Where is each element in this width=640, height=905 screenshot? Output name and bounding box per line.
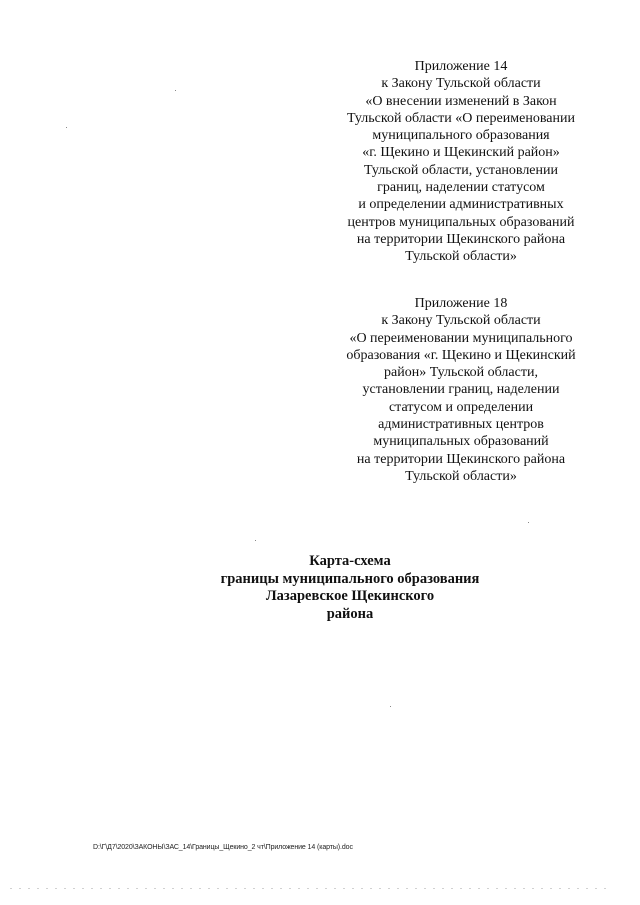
appendix-14-line: границ, наделении статусом [377, 180, 545, 196]
appendix-18-line: муниципальных образований [373, 434, 549, 450]
appendix-14-line: центров муниципальных образований [347, 214, 575, 230]
appendix-18-line: на территории Щекинского района [356, 451, 566, 467]
appendix-14-line: Тульской области «О переименовании [347, 110, 575, 126]
scan-bottom-noise [10, 888, 610, 889]
appendix-14-line: Приложение 14 [414, 59, 508, 74]
title-line: района [326, 605, 374, 622]
scan-speck [390, 706, 391, 707]
appendix-18-line: Тульской области» [405, 468, 517, 484]
title-line: границы муниципального образования [220, 570, 480, 587]
appendix-18-line: Приложение 18 [414, 296, 508, 311]
appendix-14-line: муниципального образования [372, 128, 550, 144]
appendix-14-line: на территории Щекинского района [356, 231, 566, 247]
appendix-18-line: образования «г. Щекино и Щекинский [346, 347, 576, 363]
appendix-18-header [334, 295, 588, 485]
appendix-14-header [334, 58, 588, 266]
appendix-14-line: и определении административных [358, 197, 564, 213]
document-title [180, 553, 520, 623]
appendix-14-line: к Закону Тульской области [381, 76, 541, 92]
scan-speck [528, 522, 529, 523]
scan-speck [175, 90, 176, 91]
appendix-18-line: административных центров [378, 417, 544, 433]
title-line: Карта-схема [309, 553, 391, 569]
appendix-18-line: к Закону Тульской области [381, 313, 541, 329]
scan-speck [255, 540, 256, 541]
appendix-18-line: установлении границ, наделении [362, 382, 560, 398]
title-line: Лазаревское Щекинского [265, 588, 435, 604]
appendix-14-line: «г. Щекино и Щекинский район» [362, 145, 560, 161]
appendix-18-line: статусом и определении [388, 399, 534, 415]
appendix-14-line: Тульской области» [405, 249, 517, 265]
scan-speck [66, 127, 67, 128]
appendix-18-line: район» Тульской области, [384, 365, 538, 381]
appendix-18-line: «О переименовании муниципального [349, 330, 573, 346]
appendix-14-line: «О внесении изменений в Закон [365, 93, 557, 109]
file-path-footer: D:\Г\Д7\2020\ЗАКОНЫ\ЗАС_14\Границы_Щекино_2 чт\Приложение 14 (карты).doc [93, 844, 353, 851]
appendix-14-line: Тульской области, установлении [363, 162, 559, 178]
